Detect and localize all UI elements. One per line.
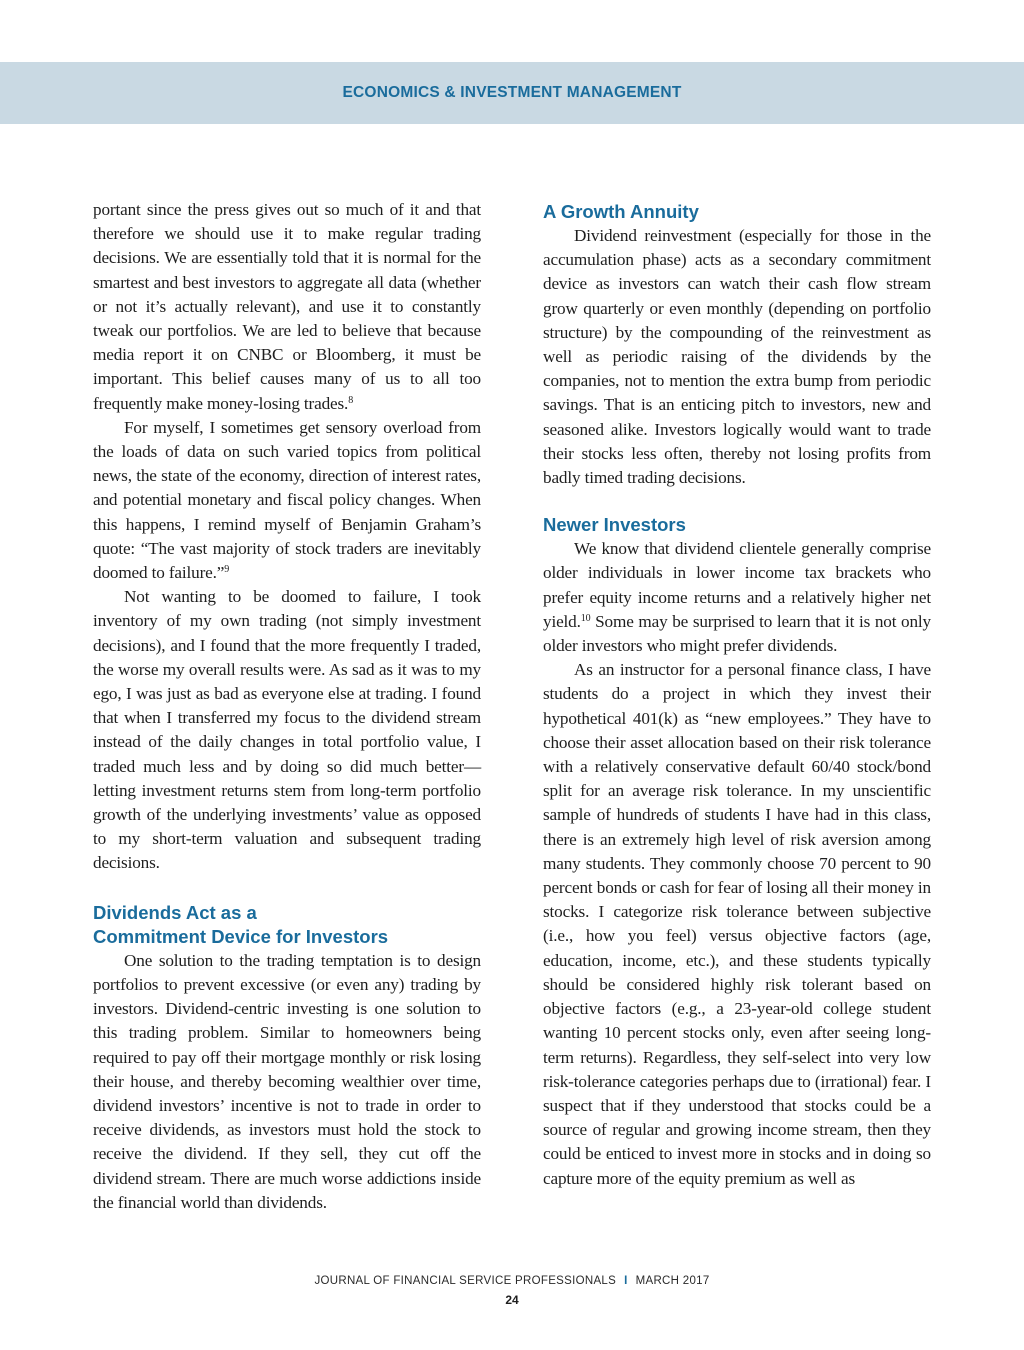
footer-separator: I	[624, 1275, 628, 1287]
page-number: 24	[505, 1293, 519, 1307]
issue-date: MARCH 2017	[635, 1275, 710, 1287]
section-banner	[0, 62, 1024, 124]
page-footer	[0, 1275, 1024, 1287]
section-title: ECONOMICS & INVESTMENT MANAGEMENT	[342, 84, 682, 101]
footnote-ref: 8	[348, 394, 354, 406]
section-heading	[93, 901, 481, 949]
section-heading: Newer Investors	[543, 514, 686, 536]
body-paragraph: As an instructor for a personal finance class, I have students do a project in which they invest their hypothetical 401(k) as “new employees.” They have to choose their asset allocation based on their risk tolerance with a relatively conservative default 60/40 stock/bond split for an average risk tolerance. In my unscientific sample of hundreds of students I have had in this class, there is an extremely high level of risk aversion among many students. They commonly choose 70 percent to 90 percent bonds or cash for fear of losing all their money in stocks. I categorize risk tolerance between subjective (i.e., how you feel) versus objective factors (age, education, income, etc.), and these students typically should be considered highly risk tolerant based on objective factors (e.g., a 23-year-old college student wanting 10 percent stocks only, even after seeing long-term returns). Regardless, they self-select into very low risk-tolerance categories perhaps due to (irrational) fear. I suspect that if they understood that stocks could be a source of regular and growing income stream, then they could be enticed to invest more in stocks and in doing so capture more of the equity premium as well as	[543, 660, 931, 1188]
body-paragraph	[543, 537, 931, 658]
body-paragraph: One solution to the trading temptation is to design portfolios to prevent excessive (or even any) trading by investors. Dividend-centric investing is one solution to this trading problem. Similar to homeowners being required to pay off their mortgage monthly or risk losing their house, and thereby becoming wealthier over time, dividend investors’ incentive is not to trade in order to receive dividends, as investors must hold the stock to receive the dividend. If they sell, they cut off the dividend stream. There are much worse addictions inside the financial world than dividends.	[93, 950, 481, 1212]
body-paragraph	[93, 416, 481, 585]
footnote-ref: 10	[580, 612, 591, 624]
paragraph-text: portant since the press gives out so much of it and that therefore we should use it to make regular trading decisions. We are essentially told that it is normal for the smartest and best investors to aggregate all data (whether or not it’s actually relevant), and use it to constantly tweak our portfolios. We are led to believe that because media report it on CNBC or Bloomberg, it must be important. This belief causes many of us to all too frequently make money-losing trades.	[93, 200, 481, 413]
body-paragraph: Not wanting to be doomed to failure, I took inventory of my own trading (not simply investment decisions), and I found that the more frequently I traded, the worse my overall results were. As sad as it was to my ego, I was just as bad as everyone else at trading. I found that when I transferred my focus to the dividend stream instead of the daily changes in total portfolio value, I traded much less and by doing so did much better—letting investment returns stem from long-term portfolio growth of the underlying investments’ value as opposed to my short-term valuation and subsequent trading decisions.	[93, 587, 481, 873]
body-paragraph	[93, 198, 481, 416]
paragraph-text: For myself, I sometimes get sensory overload from the loads of data on such varied topics from political news, the state of the economy, direction of interest rates, and potential monetary and fiscal policy changes. When this happens, I remind myself of Benjamin Graham’s quote: “The vast majority of stock traders are inevitably doomed to failure.”	[93, 417, 481, 583]
right-column	[543, 198, 931, 1191]
section-heading: A Growth Annuity	[543, 201, 699, 222]
footnote-ref: 9	[224, 564, 230, 576]
heading-line: Dividends Act as a	[93, 901, 257, 923]
body-paragraph: Dividend reinvestment (especially for those in the accumulation phase) acts as a secondary commitment device as investors can watch their cash flow stream grow quarterly or even monthly (depending on portfolio structure) by the compounding of the reinvestment as well as periodic raising of the dividends by the companies, not to mention the extra bump from periodic savings. That is an enticing pitch to investors, new and seasoned alike. Investors logically would want to trade their stocks less often, thereby not losing profits from badly timed trading decisions.	[543, 226, 931, 488]
left-column	[93, 198, 481, 1215]
journal-name: JOURNAL OF FINANCIAL SERVICE PROFESSIONALS	[314, 1275, 617, 1287]
heading-line: Commitment Device for Investors	[93, 925, 389, 947]
paragraph-text: Some may be surprised to learn that it is not only older investors who might prefer dividends.	[543, 611, 931, 656]
paragraph-text: We know that dividend clientele generally comprise older individuals in lower income tax brackets who prefer equity income returns and a relatively higher net yield.	[543, 539, 931, 631]
